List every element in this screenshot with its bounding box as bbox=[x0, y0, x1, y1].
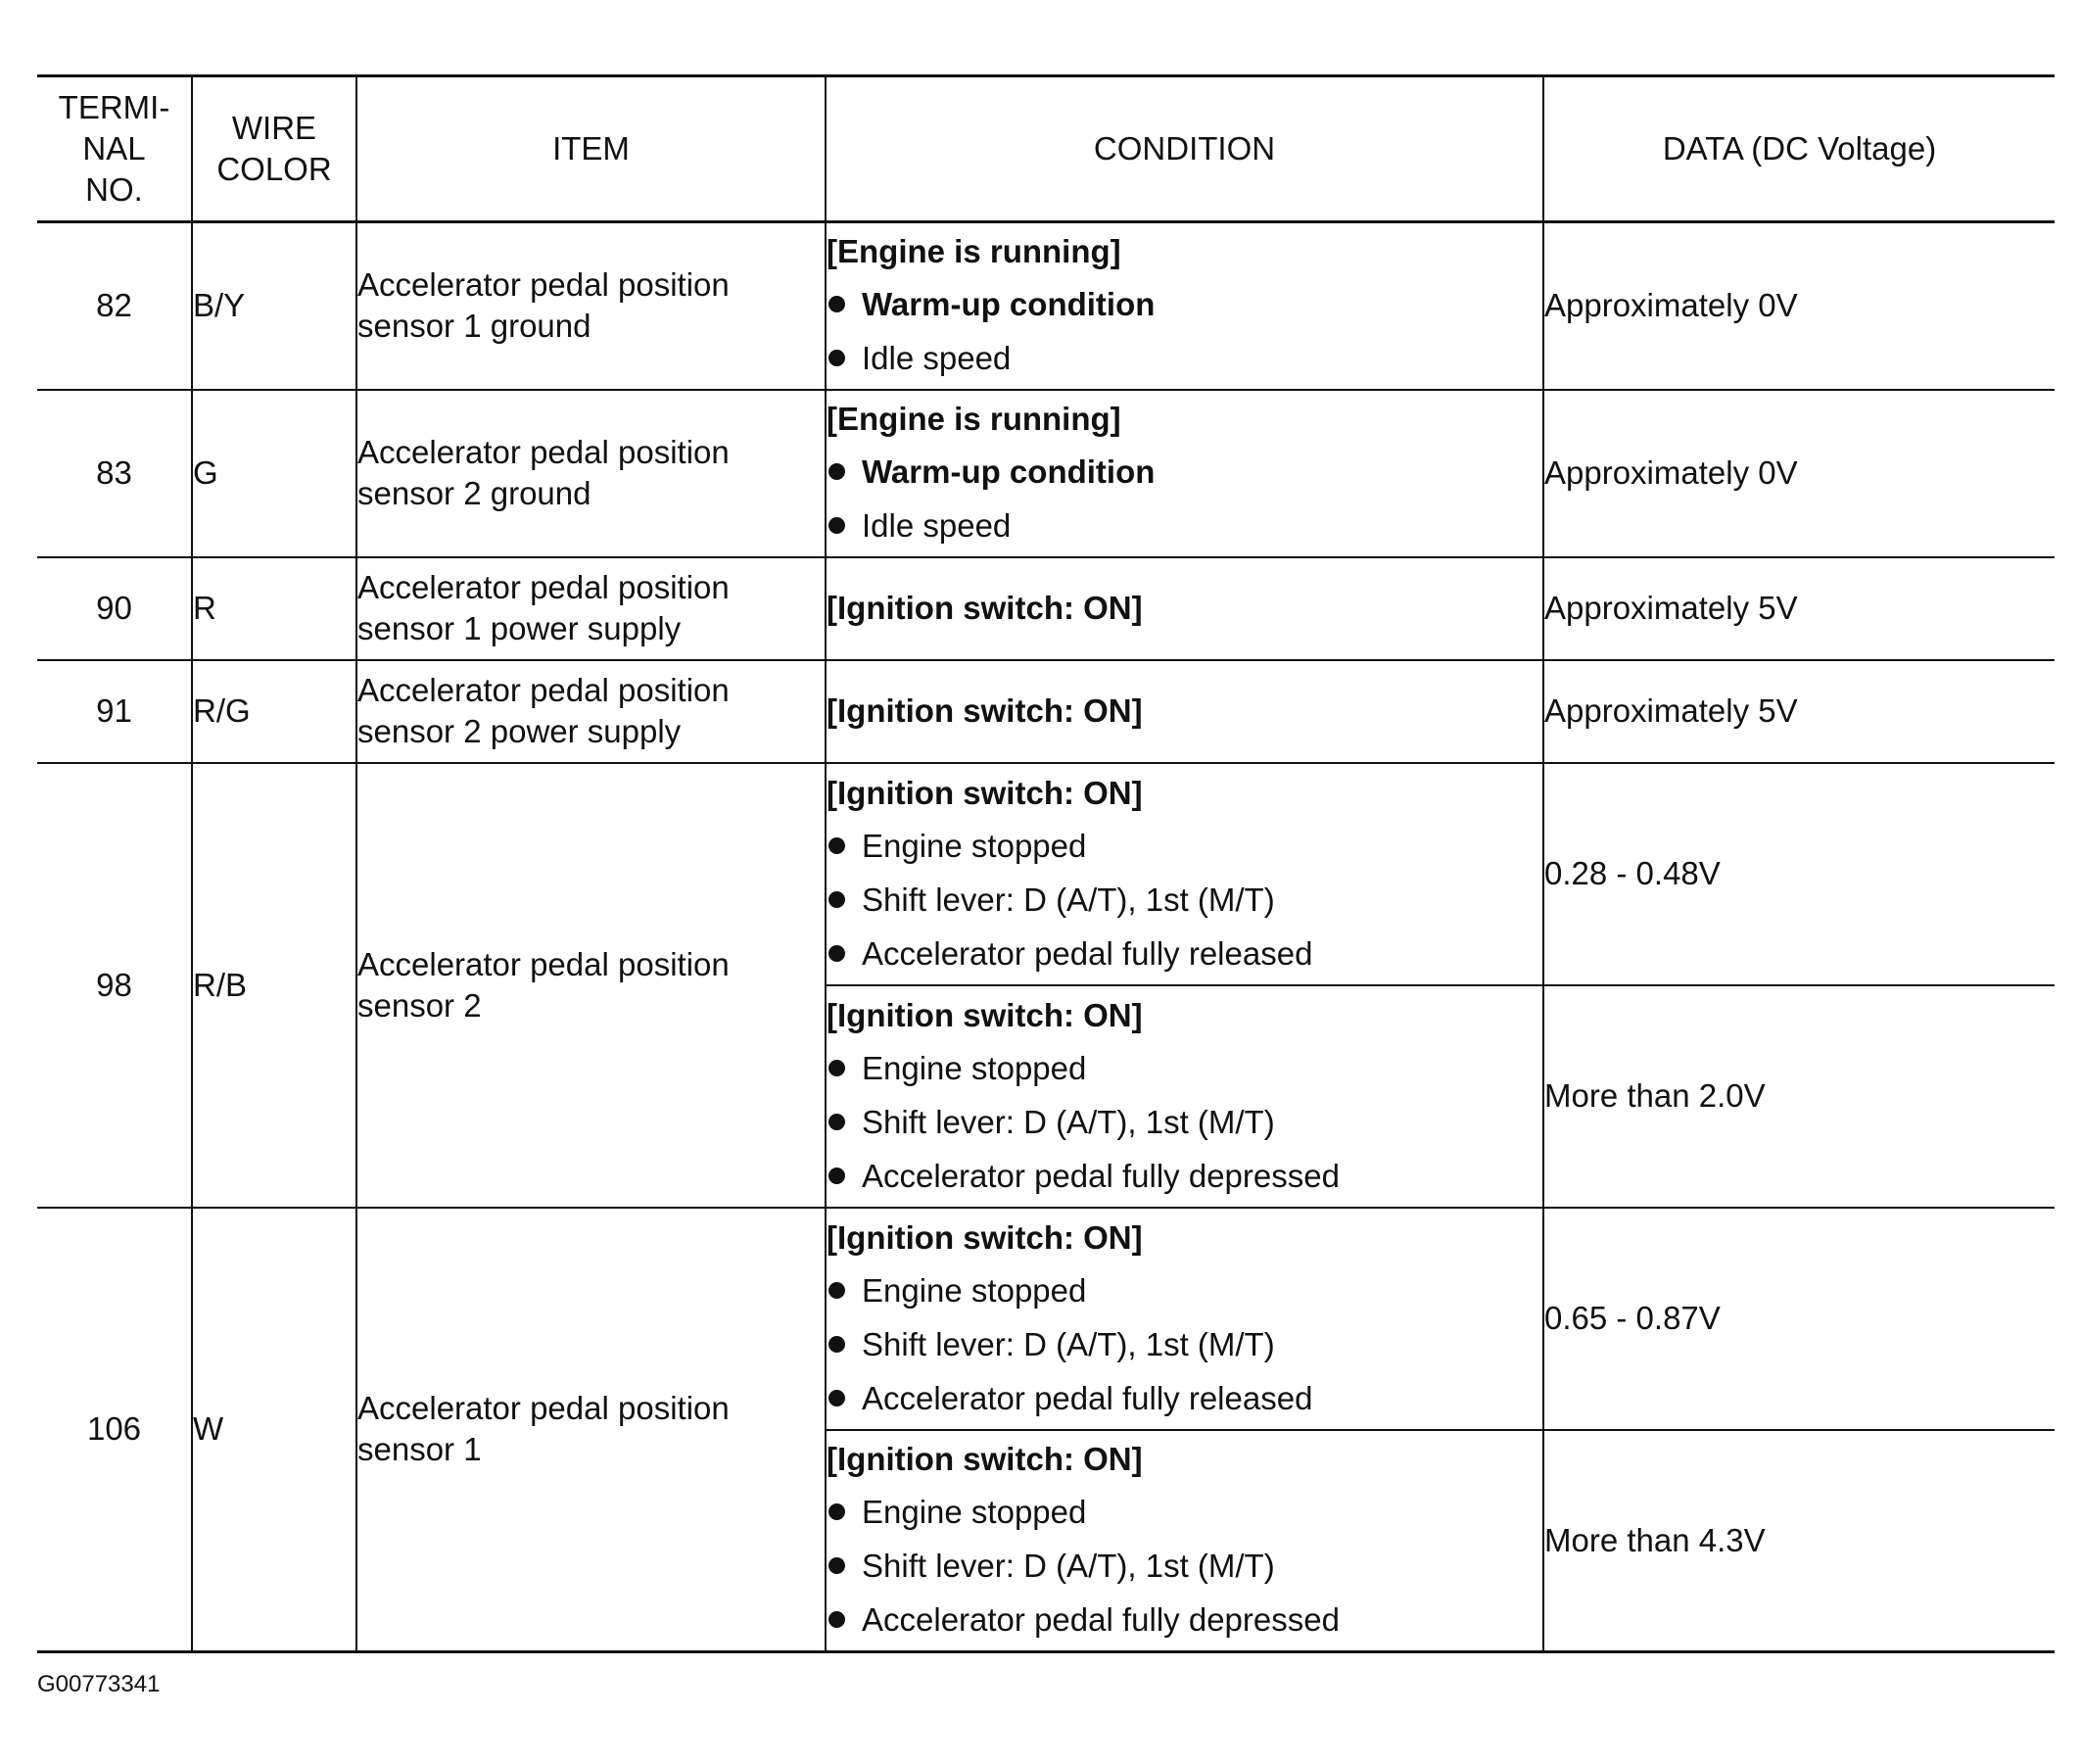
condition-bullet-text: Engine stopped bbox=[862, 1049, 1087, 1086]
table-row bbox=[37, 763, 2055, 985]
condition-bullet-text: Accelerator pedal fully released bbox=[862, 1379, 1313, 1416]
condition-cell bbox=[826, 1208, 1543, 1430]
terminal-no-cell: 98 bbox=[37, 763, 192, 1208]
condition-bullet-text: Engine stopped bbox=[862, 1271, 1087, 1309]
terminal-spec-table bbox=[37, 74, 2055, 1653]
item-cell: Accelerator pedal position sensor 2 power supply bbox=[356, 660, 826, 763]
condition-bullet bbox=[827, 819, 1542, 873]
bullet-dot-icon bbox=[828, 1557, 845, 1574]
terminal-no-cell: 90 bbox=[37, 557, 192, 660]
table-row bbox=[37, 222, 2055, 390]
terminal-no-cell: 83 bbox=[37, 390, 192, 557]
condition-cell bbox=[826, 763, 1543, 985]
data-voltage-cell: More than 4.3V bbox=[1543, 1430, 2055, 1652]
condition-bullet-text: Shift lever: D (A/T), 1st (M/T) bbox=[862, 1548, 1275, 1585]
wire-color-cell: G bbox=[192, 390, 356, 557]
header-terminal-no: TERMI- NAL NO. bbox=[37, 76, 192, 222]
table-row bbox=[37, 390, 2055, 557]
item-cell: Accelerator pedal position sensor 1 ground bbox=[356, 222, 826, 390]
wire-color-cell: R/B bbox=[192, 763, 356, 1208]
table-row bbox=[37, 1208, 2055, 1430]
table-body bbox=[37, 222, 2055, 1652]
item-cell: Accelerator pedal position sensor 1 power supply bbox=[356, 557, 826, 660]
condition-bullet bbox=[827, 277, 1542, 331]
condition-bullet bbox=[827, 873, 1542, 927]
bullet-dot-icon bbox=[828, 1168, 845, 1184]
terminal-data-document bbox=[37, 74, 2055, 1653]
wire-color-cell: W bbox=[192, 1208, 356, 1652]
data-voltage-cell: More than 2.0V bbox=[1543, 985, 2055, 1208]
condition-bullet-text: Engine stopped bbox=[862, 827, 1087, 864]
condition-bullet-text: Idle speed bbox=[862, 507, 1012, 544]
condition-heading: [Ignition switch: ON] bbox=[827, 590, 1143, 626]
condition-bullet bbox=[827, 1371, 1542, 1425]
terminal-no-cell: 91 bbox=[37, 660, 192, 763]
condition-heading: [Ignition switch: ON] bbox=[827, 1441, 1143, 1478]
bullet-dot-icon bbox=[828, 350, 845, 366]
condition-heading: [Ignition switch: ON] bbox=[827, 996, 1143, 1033]
condition-bullet bbox=[827, 499, 1542, 552]
bullet-dot-icon bbox=[828, 1390, 845, 1406]
figure-id: G00773341 bbox=[37, 1671, 161, 1697]
condition-heading: [Engine is running] bbox=[827, 233, 1121, 270]
condition-bullet bbox=[827, 1263, 1542, 1317]
bullet-dot-icon bbox=[828, 837, 845, 854]
bullet-dot-icon bbox=[828, 517, 845, 534]
condition-cell bbox=[826, 1430, 1543, 1652]
data-voltage-cell: 0.65 - 0.87V bbox=[1543, 1208, 2055, 1430]
condition-bullet bbox=[827, 331, 1542, 385]
condition-bullet-list bbox=[827, 819, 1542, 980]
condition-bullet-list bbox=[827, 1041, 1542, 1203]
condition-bullet bbox=[827, 1095, 1542, 1149]
data-voltage-cell: 0.28 - 0.48V bbox=[1543, 763, 2055, 985]
header-wire-color: WIRE COLOR bbox=[192, 76, 356, 222]
item-cell: Accelerator pedal position sensor 1 bbox=[356, 1208, 826, 1652]
condition-bullet-text: Accelerator pedal fully depressed bbox=[862, 1157, 1340, 1194]
bullet-dot-icon bbox=[828, 891, 845, 908]
bullet-dot-icon bbox=[828, 945, 845, 962]
condition-bullet bbox=[827, 1485, 1542, 1539]
condition-bullet-text: Shift lever: D (A/T), 1st (M/T) bbox=[862, 881, 1275, 918]
wire-color-cell: R bbox=[192, 557, 356, 660]
condition-bullet-text: Idle speed bbox=[862, 340, 1012, 377]
condition-heading: [Ignition switch: ON] bbox=[827, 774, 1143, 811]
data-voltage-cell: Approximately 5V bbox=[1543, 660, 2055, 763]
terminal-no-cell: 106 bbox=[37, 1208, 192, 1652]
condition-bullet bbox=[827, 927, 1542, 980]
data-voltage-cell: Approximately 5V bbox=[1543, 557, 2055, 660]
terminal-no-cell: 82 bbox=[37, 222, 192, 390]
bullet-dot-icon bbox=[828, 1114, 845, 1130]
condition-bullet bbox=[827, 1041, 1542, 1095]
bullet-dot-icon bbox=[828, 1282, 845, 1299]
condition-bullet bbox=[827, 1593, 1542, 1646]
condition-bullet-list bbox=[827, 1485, 1542, 1646]
condition-heading: [Ignition switch: ON] bbox=[827, 1218, 1143, 1256]
condition-bullet bbox=[827, 445, 1542, 499]
condition-bullet-list bbox=[827, 445, 1542, 552]
data-voltage-cell: Approximately 0V bbox=[1543, 390, 2055, 557]
wire-color-cell: B/Y bbox=[192, 222, 356, 390]
condition-bullet bbox=[827, 1539, 1542, 1593]
condition-cell bbox=[826, 222, 1543, 390]
item-cell: Accelerator pedal position sensor 2 ground bbox=[356, 390, 826, 557]
bullet-dot-icon bbox=[828, 1060, 845, 1076]
condition-cell bbox=[826, 557, 1543, 660]
table-header-row bbox=[37, 76, 2055, 222]
condition-heading: [Ignition switch: ON] bbox=[827, 692, 1143, 729]
bullet-dot-icon bbox=[828, 1611, 845, 1628]
condition-heading: [Engine is running] bbox=[827, 401, 1121, 437]
header-condition: CONDITION bbox=[826, 76, 1543, 222]
table-row bbox=[37, 557, 2055, 660]
condition-cell bbox=[826, 390, 1543, 557]
condition-bullet-list bbox=[827, 277, 1542, 385]
header-data: DATA (DC Voltage) bbox=[1543, 76, 2055, 222]
data-voltage-cell: Approximately 0V bbox=[1543, 222, 2055, 390]
wire-color-cell: R/G bbox=[192, 660, 356, 763]
condition-bullet-text: Accelerator pedal fully depressed bbox=[862, 1601, 1340, 1639]
condition-bullet-text: Warm-up condition bbox=[862, 453, 1156, 490]
condition-cell bbox=[826, 985, 1543, 1208]
item-cell: Accelerator pedal position sensor 2 bbox=[356, 763, 826, 1208]
condition-bullet-text: Warm-up condition bbox=[862, 286, 1156, 323]
condition-bullet-list bbox=[827, 1263, 1542, 1425]
condition-bullet-text: Shift lever: D (A/T), 1st (M/T) bbox=[862, 1325, 1275, 1362]
bullet-dot-icon bbox=[828, 296, 845, 312]
condition-bullet-text: Shift lever: D (A/T), 1st (M/T) bbox=[862, 1103, 1275, 1140]
condition-bullet bbox=[827, 1317, 1542, 1371]
bullet-dot-icon bbox=[828, 463, 845, 480]
bullet-dot-icon bbox=[828, 1336, 845, 1353]
condition-bullet-text: Engine stopped bbox=[862, 1494, 1087, 1531]
condition-bullet bbox=[827, 1149, 1542, 1203]
condition-cell bbox=[826, 660, 1543, 763]
table-row bbox=[37, 660, 2055, 763]
condition-bullet-text: Accelerator pedal fully released bbox=[862, 934, 1313, 972]
header-item: ITEM bbox=[356, 76, 826, 222]
bullet-dot-icon bbox=[828, 1503, 845, 1520]
